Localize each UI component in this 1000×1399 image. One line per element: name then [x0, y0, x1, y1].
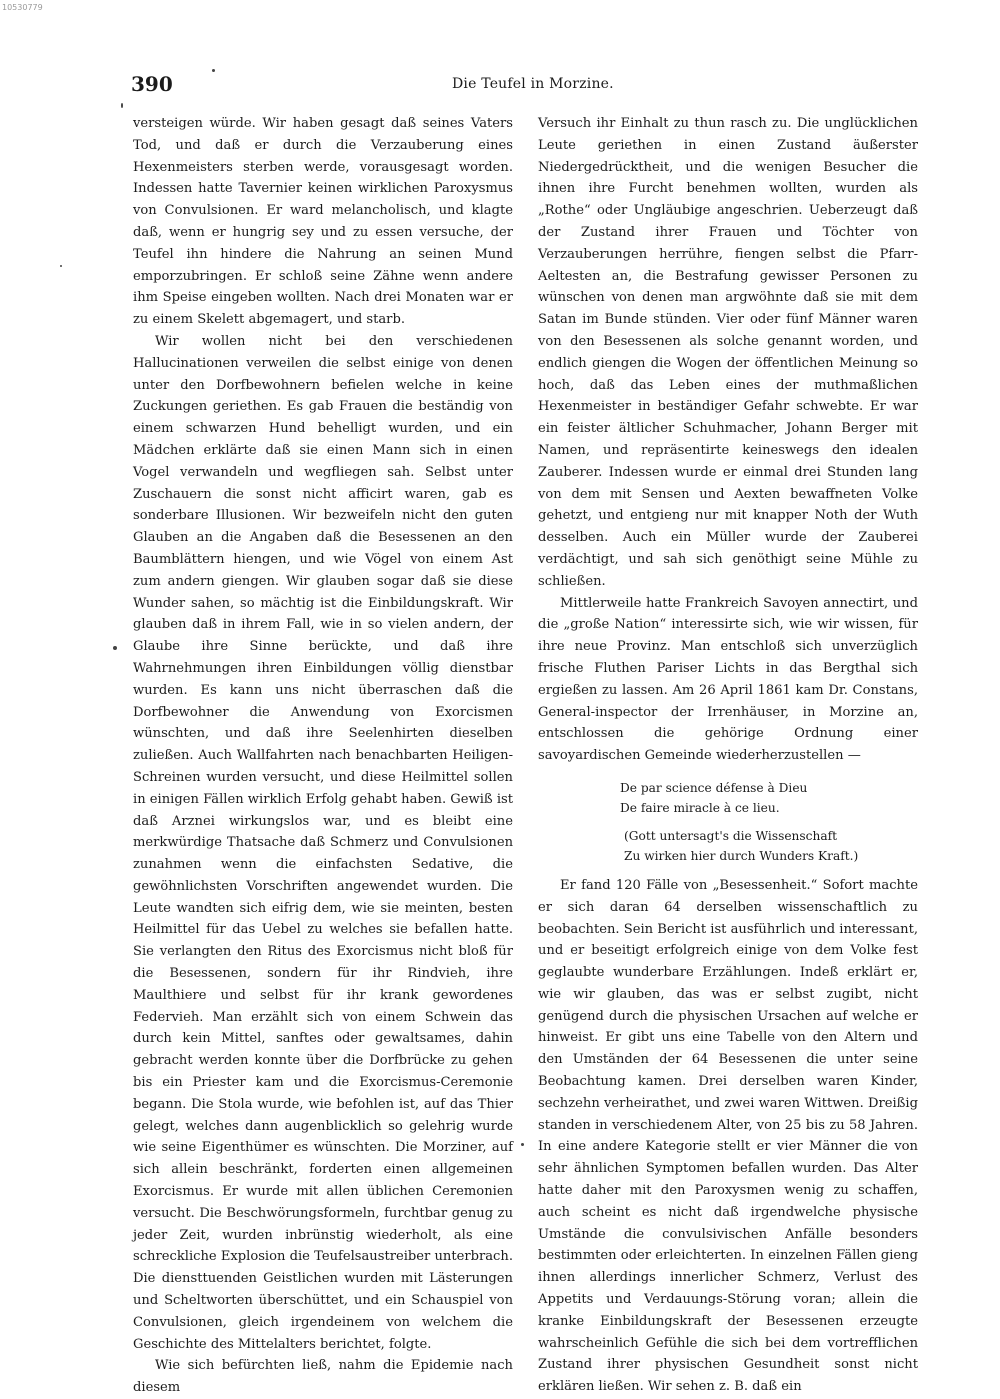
running-title: Die Teufel in Morzine.	[452, 76, 614, 92]
scan-speck	[521, 1143, 524, 1146]
paragraph: versteigen würde. Wir haben gesagt daß seines Vaters Tod, und daß er durch die Verzauberung eines Hexenmeisters sterben werde, vorausgesagt worden. Indessen hatte Tavernier keinen wirklichen Paroxysmus von Convulsionen. Er ward melancholisch, und klagte daß, wenn er hungrig sey und zu essen versuche, der Teufel ihn hindere die Nahrung an seinen Mund emporzubringen. Er schloß seine Zähne wenn andere ihm Speise eingeben wollten. Nach drei Monaten war er zu einem Skelett abgemagert, und starb.	[133, 116, 513, 328]
right-column	[538, 113, 918, 1398]
paragraph: Versuch ihr Einhalt zu thun rasch zu. Die unglücklichen Leute geriethen in einen Zustand äußerster Niedergedrücktheit, und die wenigen Besucher die ihnen ihre Furcht benehmen wollten, wurden als „Rothe“ oder Ungläubige angeschrien. Ueberzeugt daß der Zustand ihrer Frauen und Töchter von Verzauberungen herrühre, fiengen selbst die Pfarr-Aeltesten an, die Bestrafung gewisser Personen zu wünschen von denen man argwöhnte daß sie mit dem Satan im Bunde stünden. Vier oder fünf Männer waren von den Besessenen als solche genannt worden, und endlich giengen die Wogen der öffentlichen Meinung so hoch, daß das Leben eines der muthmaßlichen Hexenmeister in beständiger Gefahr schwebte. Er war ein feister ältlicher Schuhmacher, Johann Berger mit Namen, und repräsentirte keineswegs den idealen Zauberer. Indessen wurde er einmal drei Stunden lang von dem mit Sensen und Aexten bewaffneten Volke gehetzt, und entgieng nur mit knapper Noth der Wuth desselben. Auch ein Müller wurde der Zauberei verdächtigt, und sah sich genöthigt seine Mühle zu schließen.	[538, 116, 918, 589]
left-column	[133, 113, 513, 1399]
verse-line-translation: (Gott untersagt's die Wissenschaft	[624, 828, 838, 843]
scan-speck	[121, 103, 123, 108]
page-number: 390	[131, 72, 173, 96]
paragraph: Wir wollen nicht bei den verschiedenen Hallucinationen verweilen die selbst einige von denen unter den Dorfbewohnern befielen welche in keine Zuckungen geriethen. Es gab Frauen die beständig von einem schwarzen Hund behelligt wurden, und ein Mädchen erklärte daß sie einen Mann sich in einen Vogel verwandeln und wegfliegen sah. Selbst unter Zuschauern die sonst nicht afficirt waren, gab es sonderbare Illusionen. Wir bezweifeln nicht den guten Glauben an die Angaben daß die Besessenen an den Baumblättern hiengen, und wie Vögel von einem Ast zum andern giengen. Wir glauben sogar daß sie diese Wunder sahen, so mächtig ist die Einbildungskraft. Wir glauben daß in ihrem Fall, wie in so vielen andern, der Glaube ihre Sinne berückte, und daß ihre Wahrnehmungen ihren Einbildungen völlig dienstbar wurden. Es kann uns nicht überraschen daß die Dorfbewohner die Anwendung von Exorcismen wünschten, und daß ihre Seelenhirten dieselben zuließen. Auch Wallfahrten nach benachbarten Heiligen-Schreinen wurden versucht, und diese Heilmittel sollen in einigen Fällen wirklich Erfolg gehabt haben. Gewiß ist daß Arznei wirkungslos war, und es bleibt eine merkwürdige Thatsache daß Schmerz und Convulsionen zunahmen wenn die einfachsten Sedative, die gewöhnlichsten Vorschriften angewendet wurden. Die Leute wandten sich eifrig dem, wie sie meinten, besten Heilmittel für das Uebel zu welches sie befallen hatte. Sie verlangten den Ritus des Exorcismus nicht bloß für die Besessenen, sondern für ihr Rindvieh, ihre Maulthiere und selbst für ihr krank gewordenes Federvieh. Man erzählt sich von einem Schwein das durch kein Mittel, sanftes oder gewaltsames, dahin gebracht werden konnte über die Dorfbrücke zu gehen bis ein Priester kam und die Exorcismus-Ceremonie begann. Die Stola wurde, wie befohlen ist, auf das Thier gelegt, welches dann augenblicklich so gelehrig wurde wie seine Eigenthümer es wünschten. Die Morziner, auf sich allein beschränkt, forderten einen allgemeinen Exorcismus. Er wurde mit allen üblichen Ceremonien versucht. Die Beschwörungsformeln, furchtbar genug zu jeder Zeit, wurden inbrünstig wiederholt, als eine schreckliche Explosion die Teufelsaustreiber unterbrach. Die diensttuenden Geistlichen wurden mit Lästerungen und Scheltworten überschüttet, und ein Schauspiel von Convulsionen, gleich irgendeinem von welchem die Geschichte des Mittelalters berichtet, folgte.	[133, 333, 513, 1352]
paragraph: Mittlerweile hatte Frankreich Savoyen annectirt, und die „große Nation“ interessirte sich, wie wir wissen, für ihre neue Provinz. Man entschloß sich unverzüglich frische Fluthen Pariser Lichts in das Bergthal sich ergießen zu lassen. Am 26 April 1861 kam Dr. Constans, General-inspector der Irrenhäuser, in Morzine an, entschlossen die gehörige Ordnung einer savoyardischen Gemeinde wiederherzustellen —	[538, 595, 918, 764]
scan-id-stamp: 10530779	[2, 3, 43, 12]
scan-speck	[212, 69, 215, 72]
verse-line-translation: Zu wirken hier durch Wunders Kraft.)	[624, 848, 859, 863]
quoted-verse	[538, 778, 918, 866]
verse-line-french: De par science défense à Dieu	[620, 780, 808, 795]
paragraph: Er fand 120 Fälle von „Besessenheit.“ Sofort machte er sich daran 64 derselben wissenschaftlich zu beobachten. Sein Bericht ist ausführlich und interessant, und er beseitigt erfolgreich einige von dem Volke fest geglaubte wunderbare Erzählungen. Indeß erklärt er, wie wir glauben, das was er selbst zugibt, nicht genügend durch die physischen Ursachen auf welche er hinweist. Er gibt uns eine Tabelle von den Altern und den Umständen der 64 Besessenen die unter seine Beobachtung kamen. Drei derselben waren Kinder, sechzehn verheirathet, und zwei waren Wittwen. Dreißig standen in verschiedenem Alter, von 25 bis zu 58 Jahren. In eine andere Kategorie stellt er vier Männer die von sehr ähnlichen Symptomen befallen wurden. Das Alter hatte daher mit den Paroxysmen wenig zu schaffen, auch scheint es nicht daß irgendwelche physische Umstände die convulsivischen Anfälle besonders bestimmten oder erleichterten. In einzelnen Fällen gieng ihnen allerdings innerlicher Schmerz, Verlust des Appetits und Verdauungs-Störung voran; allein die kranke Einbildungskraft der Besessenen erzeugte wahrscheinlich Gefühle die sich bei dem vortrefflichen Zustand ihrer physischen Gesundheit sonst nicht erklären ließen. Wir sehen z. B. daß ein	[538, 877, 918, 1395]
scan-speck	[60, 265, 62, 267]
paragraph: Wie sich befürchten ließ, nahm die Epidemie nach diesem	[133, 1358, 513, 1396]
scan-speck	[113, 646, 117, 650]
verse-line-french: De faire miracle à ce lieu.	[620, 800, 780, 815]
